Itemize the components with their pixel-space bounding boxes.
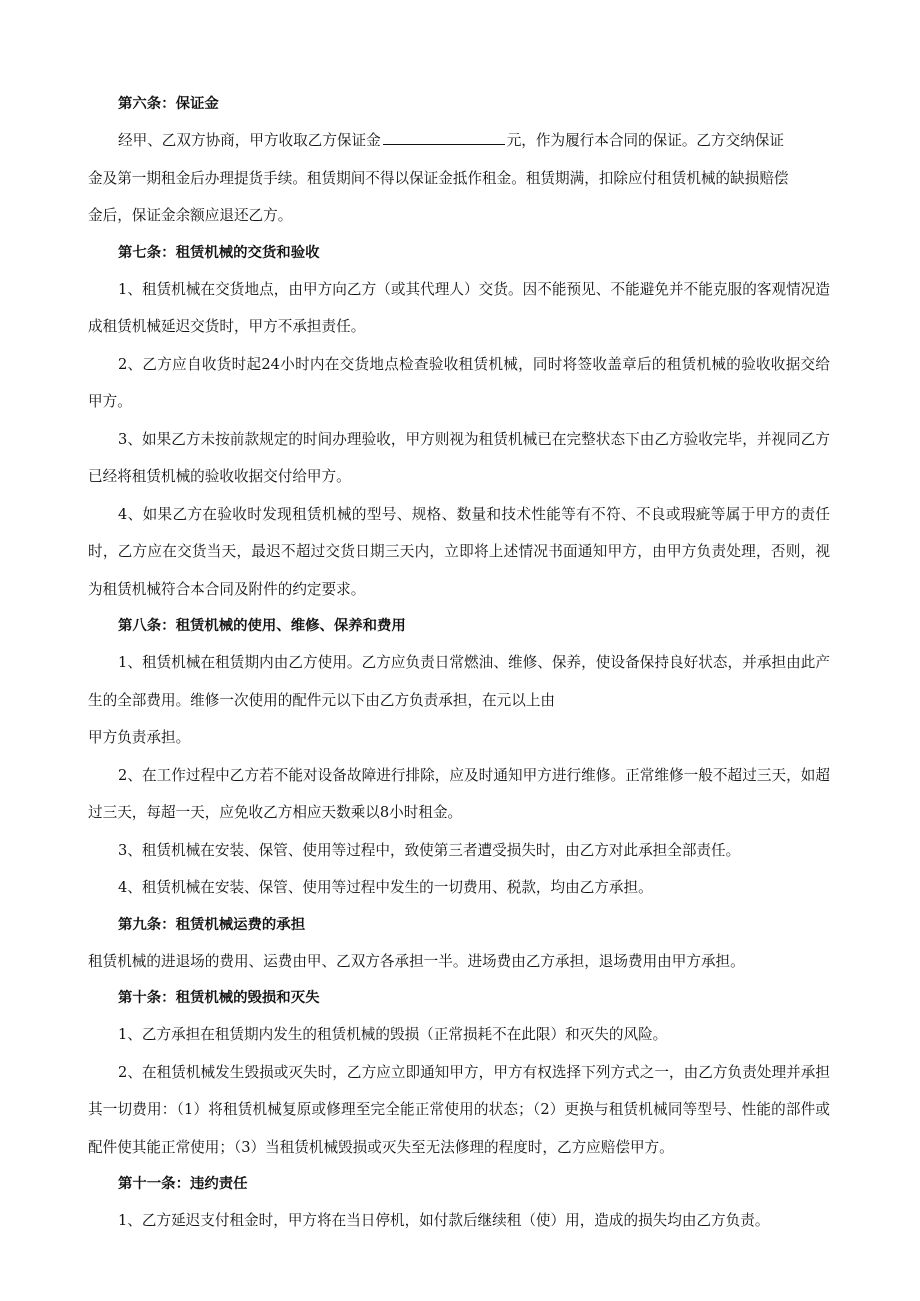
article-6-text-after-blank: 元，作为履行本合同的保证。乙方交纳保证 [506,132,784,149]
article-8-para-4: 4、租赁机械在安装、保管、使用等过程中发生的一切费用、税款，均由乙方承担。 [118,879,653,896]
article-7-para-1: 1、租赁机械在交货地点，由甲方向乙方（或其代理人）交货。因不能预见、不能避免并不能克服的客观情况造成租赁机械延迟交货时，甲方不承担责任。 [88,280,830,335]
article-8-heading: 第八条：租赁机械的使用、维修、保养和费用 [118,618,406,634]
article-6-para-line-3: 金后，保证金余额应退还乙方。 [88,207,293,224]
article-8-para-1: 1、租赁机械在租赁期内由乙方使用。乙方应负责日常燃油、维修、保养，使设备保持良好状态，并承担由此产生的全部费用。维修一次使用的配件元以下由乙方负责承担，在元以上由 [88,654,830,709]
article-7-para-2: 2、乙方应自收货时起24小时内在交货地点检查验收租赁机械，同时将签收盖章后的租赁机械的验收收据交给甲方。 [88,355,830,410]
article-6-text-before-blank: 经甲、乙双方协商，甲方收取乙方保证金 [118,132,381,149]
article-11-para-1: 1、乙方延迟支付租金时，甲方将在当日停机，如付款后继续租（使）用，造成的损失均由乙方负责。 [118,1212,770,1229]
article-10-para-2: 2、在租赁机械发生毁损或灭失时，乙方应立即通知甲方，甲方有权选择下列方式之一，由乙方负责处理并承担其一切费用：（1）将租赁机械复原或修理至完全能正常使用的状态；（2）更换与租赁机械同等型号、性能的部件或配件使其能正常使用；（3）当租赁机械毁损或灭失至无法修理的程度时，乙方应赔偿甲方。 [88,1063,830,1156]
article-6-para-line-2: 金及第一期租金后办理提货手续。租赁期间不得以保证金抵作租金。租赁期满，扣除应付租赁机械的缺损赔偿 [88,169,789,187]
article-9-para-1: 租赁机械的进退场的费用、运费由甲、乙双方各承担一半。进场费由乙方承担，退场费用由甲方承担。 [88,952,745,970]
article-10-para-1: 1、乙方承担在租赁期内发生的租赁机械的毁损（正常损耗不在此限）和灭失的风险。 [118,1026,668,1043]
article-7-heading: 第七条：租赁机械的交货和验收 [118,244,320,261]
article-9-heading: 第九条：租赁机械运费的承担 [118,916,306,933]
deposit-amount-blank [383,130,505,145]
contract-page [88,86,830,1240]
article-6-heading: 第六条：保证金 [118,96,219,112]
article-10-heading: 第十条：租赁机械的毁损和灭失 [118,990,320,1006]
article-8-para-3: 3、租赁机械在安装、保管、使用等过程中，致使第三者遭受损失时，由乙方对此承担全部责任。 [118,841,741,859]
article-11-heading: 第十一条：违约责任 [118,1176,248,1192]
article-7-para-4: 4、如果乙方在验收时发现租赁机械的型号、规格、数量和技术性能等有不符、不良或瑕疵等属于甲方的责任时，乙方应在交货当天，最迟不超过交货日期三天内，立即将上述情况书面通知甲方，由甲方负责处理，否则，视为租赁机械符合本合同及附件的约定要求。 [88,505,830,598]
article-8-para-1-continued: 甲方负责承担。 [88,729,191,746]
article-6-para-line-1 [88,122,830,160]
article-7-para-3: 3、如果乙方未按前款规定的时间办理验收，甲方则视为租赁机械已在完整状态下由乙方验收完毕，并视同乙方已经将租赁机械的验收收据交付给甲方。 [88,430,830,485]
article-8-para-2: 2、在工作过程中乙方若不能对设备故障进行排除，应及时通知甲方进行维修。正常维修一般不超过三天，如超过三天，每超一天，应免收乙方相应天数乘以8小时租金。 [88,766,830,821]
